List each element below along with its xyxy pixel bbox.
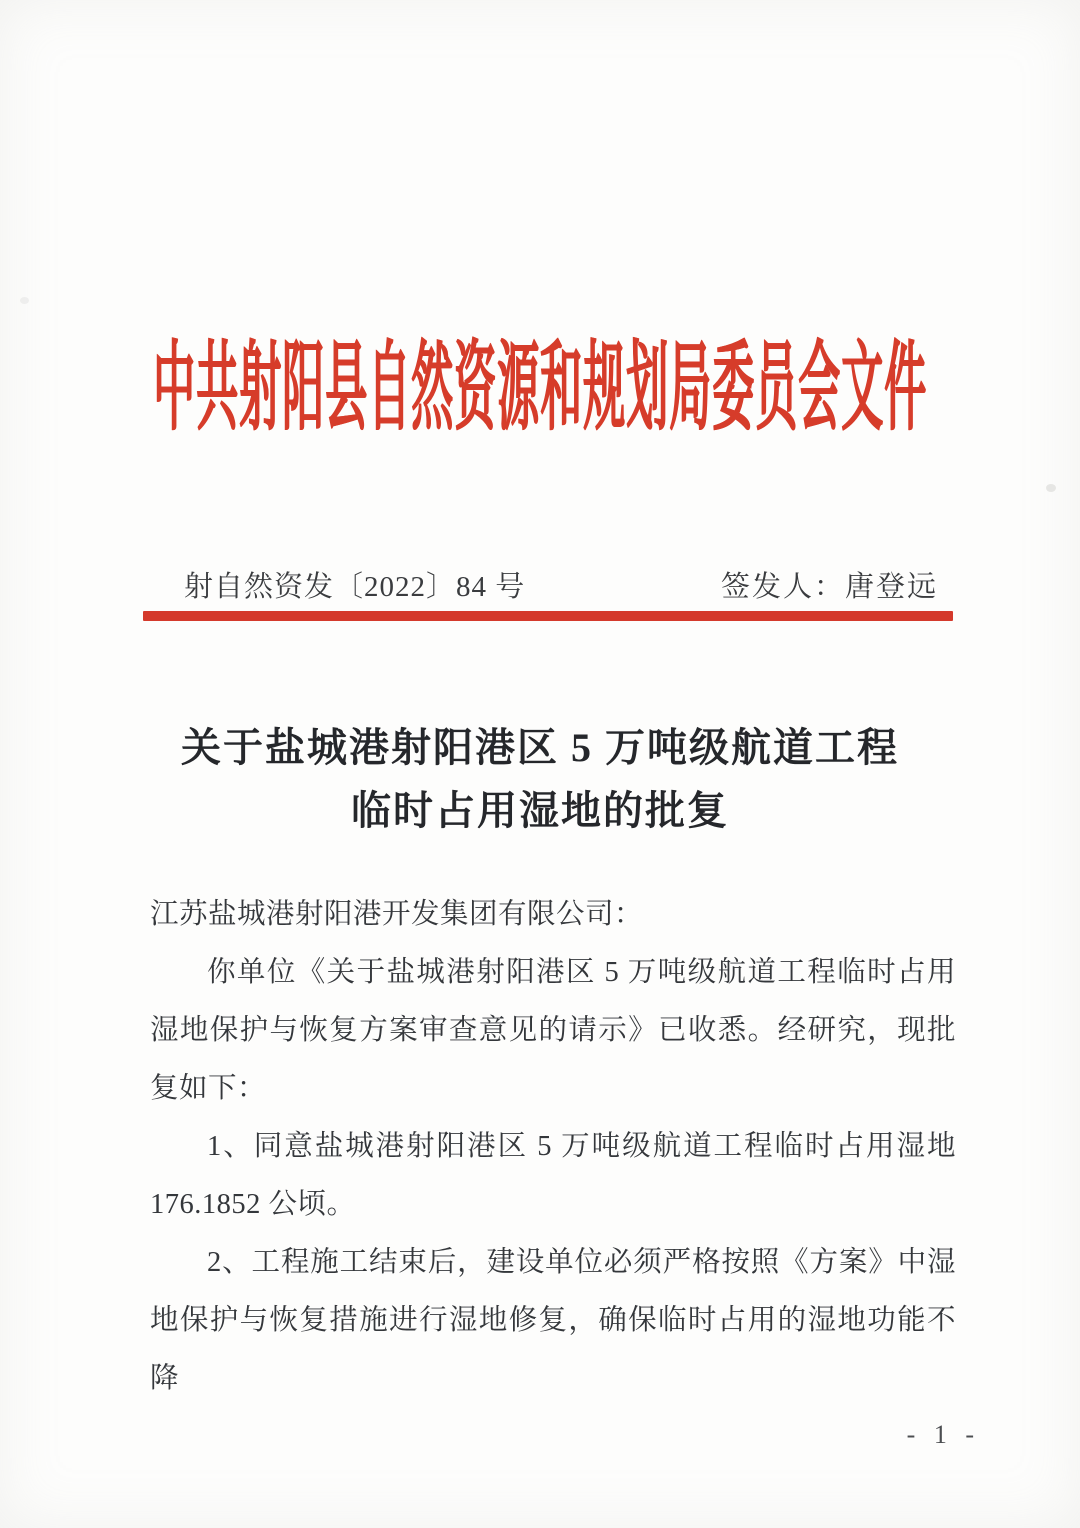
body-paragraph: 1、同意盐城港射阳港区 5 万吨级航道工程临时占用湿地 176.1852 公顷。: [150, 1131, 956, 1220]
document-meta-row: [150, 564, 950, 605]
salutation: 江苏盐城港射阳港开发集团有限公司：: [150, 899, 644, 930]
page-number: - 1 -: [906, 1420, 980, 1449]
letterhead: [0, 337, 1080, 445]
issuer-name: 签发人：唐登远: [720, 571, 938, 603]
document-title: [0, 716, 1080, 842]
document-title-line2: 临时占用湿地的批复: [351, 788, 729, 833]
letterhead-title: 中共射阳县自然资源和规划局委员会文件: [152, 337, 927, 445]
scan-artifact: [20, 297, 29, 304]
document-title-line1: 关于盐城港射阳港区 5 万吨级航道工程: [181, 725, 899, 770]
red-divider-rule: [143, 611, 953, 621]
document-number: 射自然资发〔2022〕84 号: [184, 571, 526, 603]
body-paragraph: 你单位《关于盐城港射阳港区 5 万吨级航道工程临时占用湿地保护与恢复方案审查意见的请示》已收悉。经研究，现批复如下：: [150, 957, 956, 1104]
document-body: [150, 886, 956, 1408]
scan-artifact: [1046, 484, 1056, 492]
body-paragraph: 2、工程施工结束后，建设单位必须严格按照《方案》中湿地保护与恢复措施进行湿地修复，确保临时占用的湿地功能不降: [150, 1247, 956, 1394]
